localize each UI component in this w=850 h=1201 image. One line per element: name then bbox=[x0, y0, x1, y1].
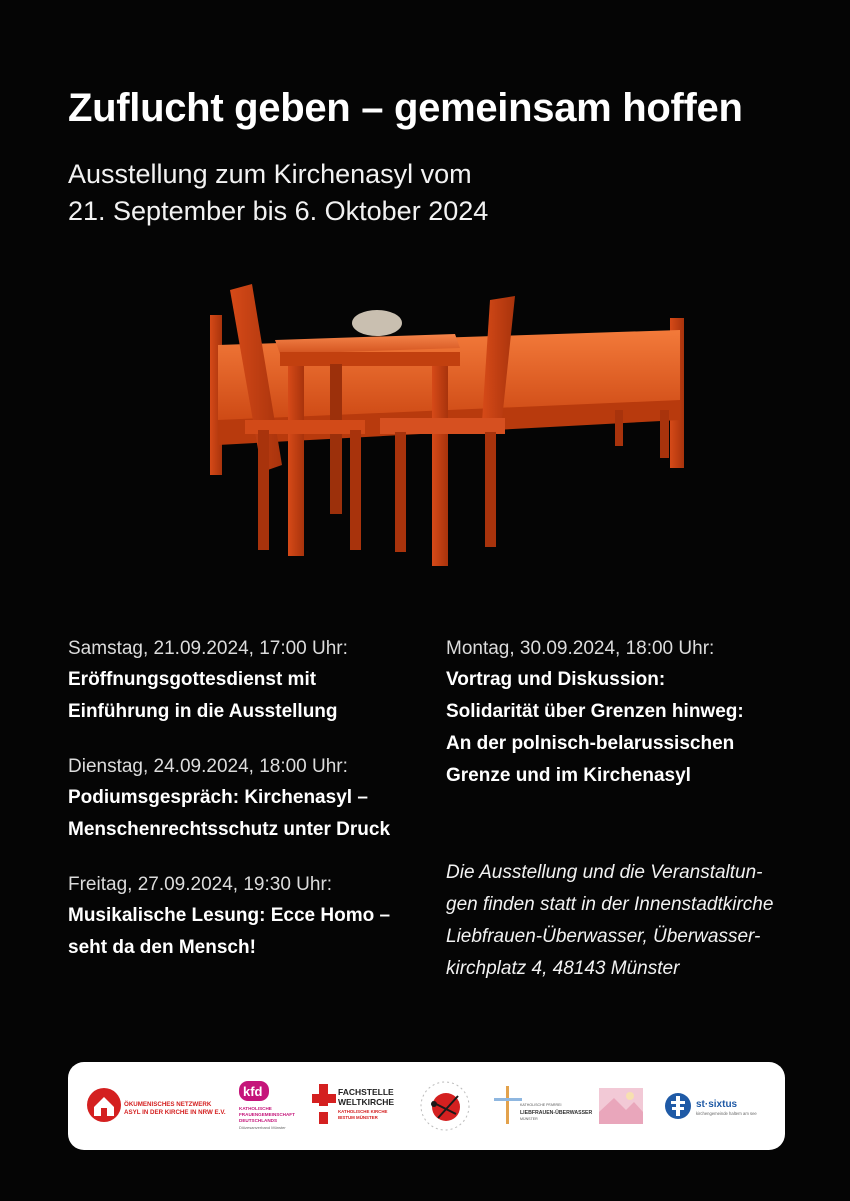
kfd-badge: kfd bbox=[243, 1084, 263, 1099]
cross-icon bbox=[312, 1084, 336, 1124]
logo-text: ÖKUMENISCHES NETZWERK bbox=[124, 1101, 212, 1108]
logo-text: kirchengemeinde haltern am see bbox=[696, 1111, 757, 1116]
event-title-line: An der polnisch-belarussischen bbox=[446, 733, 735, 754]
logo-text: KATHOLISCHE KIRCHE bbox=[338, 1109, 388, 1114]
event-title-line: Grenze und im Kirchenasyl bbox=[446, 765, 691, 786]
logo-text: WELTKIRCHE bbox=[338, 1097, 395, 1107]
venue-note-line: Liebfrauen-Überwasser, Überwasser- bbox=[446, 926, 761, 947]
liebfrauen-ueberwasser-logo bbox=[488, 1062, 593, 1150]
fachstelle-weltkirche-logo bbox=[310, 1062, 400, 1150]
events-left-column bbox=[68, 636, 428, 990]
kfd-logo bbox=[236, 1062, 304, 1150]
event-date: Dienstag, 24.09.2024, 18:00 Uhr: bbox=[68, 756, 348, 777]
event-title bbox=[68, 664, 428, 728]
pink-image-logo bbox=[596, 1062, 646, 1150]
event-date: Montag, 30.09.2024, 18:00 Uhr: bbox=[446, 638, 715, 659]
page-title: Zuflucht geben – gemeinsam hoffen bbox=[68, 86, 743, 130]
subtitle-line: 21. September bis 6. Oktober 2024 bbox=[68, 196, 489, 226]
logo-text: st·sixtus bbox=[696, 1099, 738, 1110]
event-title bbox=[68, 900, 428, 964]
event-item bbox=[68, 754, 428, 846]
venue-note-line: Die Ausstellung und die Veranstaltun- bbox=[446, 862, 763, 883]
event-item bbox=[68, 872, 428, 964]
event-item bbox=[68, 636, 428, 728]
event-date: Samstag, 21.09.2024, 17:00 Uhr: bbox=[68, 638, 348, 659]
logo-text: MÜNSTER bbox=[520, 1117, 538, 1121]
bread-loaf bbox=[352, 310, 402, 336]
event-item bbox=[446, 636, 816, 792]
event-title-line: Vortrag und Diskussion: bbox=[446, 669, 666, 690]
venue-note-line: gen finden statt in der Innenstadtkirche bbox=[446, 894, 774, 915]
event-title-line: Einführung in die Ausstellung bbox=[68, 701, 338, 722]
event-title-line: Musikalische Lesung: Ecce Homo – bbox=[68, 905, 391, 926]
circular-emblem-logo bbox=[412, 1062, 478, 1150]
logo-text: Diözesanverband Münster bbox=[239, 1125, 286, 1130]
events-right-column bbox=[446, 636, 816, 818]
logo-text: ASYL IN DER KIRCHE IN NRW E.V. bbox=[124, 1109, 226, 1116]
logo-text: LIEBFRAUEN-ÜBERWASSER bbox=[520, 1110, 593, 1116]
event-title-line: Eröffnungsgottesdienst mit bbox=[68, 669, 317, 690]
logo-text: KATHOLISCHE PFARREI bbox=[520, 1103, 562, 1107]
logo-text: BISTUM MÜNSTER bbox=[338, 1115, 378, 1120]
venue-note-line: kirchplatz 4, 48143 Münster bbox=[446, 958, 680, 979]
cross-icon bbox=[494, 1086, 522, 1124]
event-title-line: Solidarität über Grenzen hinweg: bbox=[446, 701, 744, 722]
logo-text: FRAUENGEMEINSCHAFT bbox=[239, 1112, 295, 1117]
event-title-line: Podiumsgespräch: Kirchenasyl – bbox=[68, 787, 368, 808]
subtitle-line: Ausstellung zum Kirchenasyl vom bbox=[68, 159, 472, 189]
event-title-line: Menschenrechtsschutz unter Druck bbox=[68, 819, 391, 840]
subtitle bbox=[68, 156, 488, 230]
logo-text: FACHSTELLE bbox=[338, 1087, 394, 1097]
partner-logos-bar bbox=[68, 1062, 785, 1150]
exhibition-photo bbox=[190, 270, 700, 590]
event-title bbox=[68, 782, 428, 846]
oekumenisches-netzwerk-logo bbox=[84, 1062, 224, 1150]
event-title-line: seht da den Mensch! bbox=[68, 937, 256, 958]
st-sixtus-logo bbox=[662, 1062, 778, 1150]
venue-note bbox=[446, 857, 816, 985]
logo-text: DEUTSCHLANDS bbox=[239, 1118, 278, 1123]
logo-text: KATHOLISCHE bbox=[239, 1106, 272, 1111]
event-date: Freitag, 27.09.2024, 19:30 Uhr: bbox=[68, 874, 333, 895]
event-title bbox=[446, 664, 816, 792]
